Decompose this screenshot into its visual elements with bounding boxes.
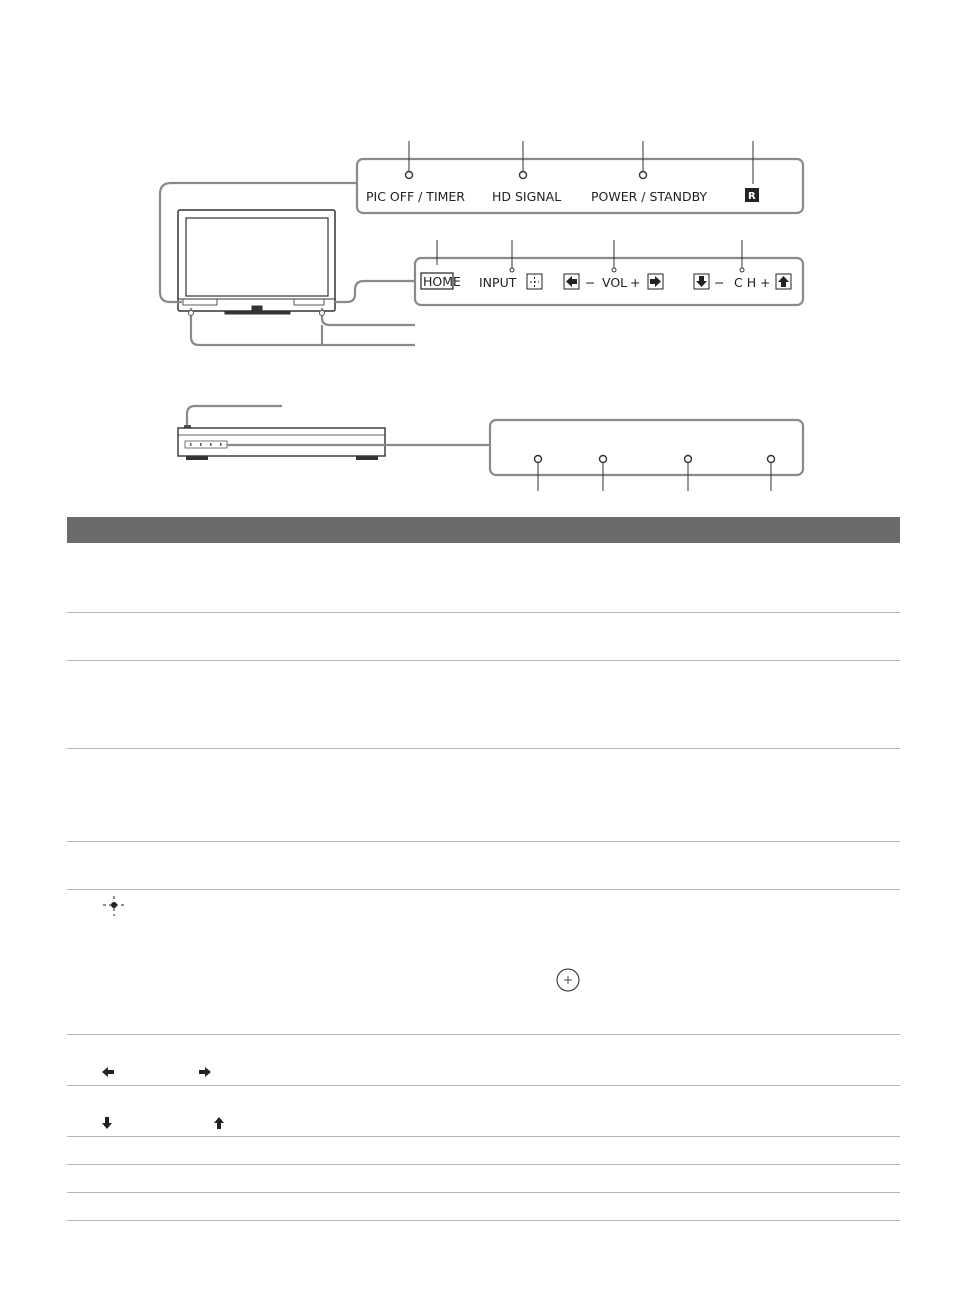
- input-label: INPUT: [479, 275, 517, 290]
- ir-sensor-icon: [745, 188, 759, 202]
- media-receiver-illustration: [178, 406, 803, 475]
- receiver-led-4: [768, 456, 775, 463]
- hd-signal-led: [520, 172, 527, 179]
- table-row: [67, 1137, 900, 1165]
- ch-minus-sign: −: [714, 275, 725, 290]
- vol-plus-sign: +: [630, 275, 641, 290]
- arrow-up-icon: [213, 1116, 225, 1130]
- table-row: [67, 1086, 900, 1137]
- home-button: [421, 273, 461, 289]
- input-target-icon: [527, 274, 542, 289]
- home-label: HOME: [423, 274, 461, 289]
- vol-minus-arrow-left-icon: [564, 274, 579, 289]
- table-row: [67, 543, 900, 613]
- receiver-led-3: [685, 456, 692, 463]
- receiver-led-2: [600, 456, 607, 463]
- table-row: [67, 613, 900, 661]
- input-target-icon: [101, 896, 127, 918]
- table-row: [67, 890, 900, 1035]
- controls-diagram: [0, 0, 954, 510]
- arrow-right-icon: [198, 1066, 212, 1078]
- table-row: [67, 1193, 900, 1221]
- svg-text:R: R: [748, 191, 756, 202]
- tv-illustration: [178, 210, 335, 314]
- joystick-enter-icon: [555, 967, 581, 993]
- table-row: [67, 1035, 900, 1086]
- power-standby-led: [640, 172, 647, 179]
- pic-off-timer-led: [406, 172, 413, 179]
- pic-off-timer-label: PIC OFF / TIMER: [366, 189, 465, 204]
- table-row: [67, 842, 900, 890]
- ch-label: C H: [734, 275, 757, 290]
- ch-minus-arrow-down-icon: [694, 274, 709, 289]
- callout-frames: [160, 159, 803, 345]
- hd-signal-label: HD SIGNAL: [492, 189, 562, 204]
- arrow-left-icon: [101, 1066, 115, 1078]
- ch-plus-arrow-up-icon: [776, 274, 791, 289]
- vol-label: VOL: [602, 275, 628, 290]
- table-row: [67, 749, 900, 842]
- description-table: [67, 517, 900, 1221]
- vol-minus-sign: −: [585, 275, 596, 290]
- table-row: [67, 1165, 900, 1193]
- receiver-led-1: [535, 456, 542, 463]
- power-standby-label: POWER / STANDBY: [591, 189, 708, 204]
- arrow-down-icon: [101, 1116, 113, 1130]
- ch-plus-sign: +: [760, 275, 771, 290]
- table-row: [67, 661, 900, 749]
- table-header: [67, 517, 900, 543]
- vol-plus-arrow-right-icon: [648, 274, 663, 289]
